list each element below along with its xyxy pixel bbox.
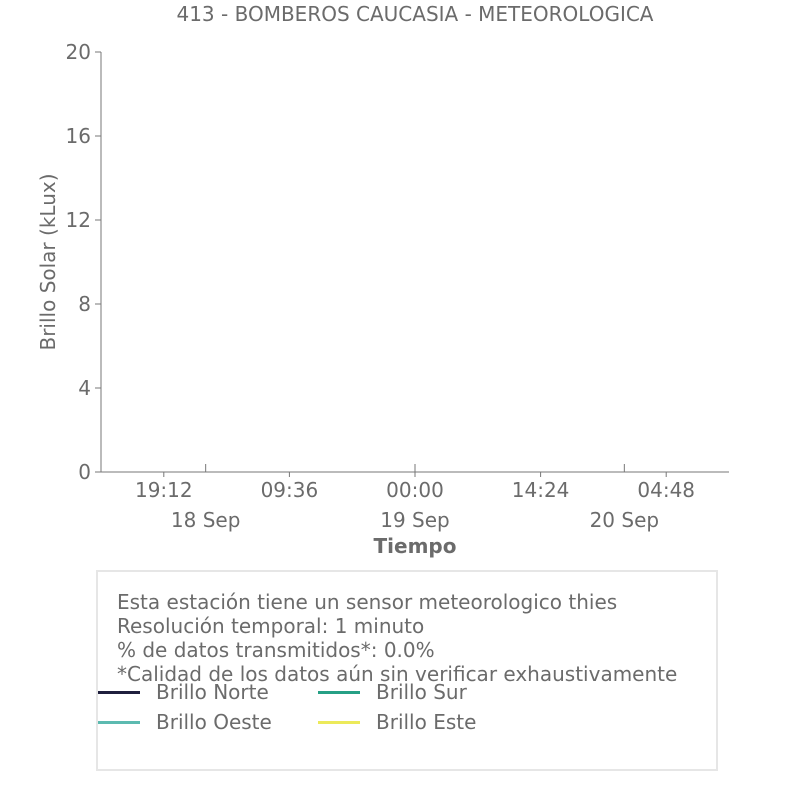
legend-swatch	[318, 721, 360, 724]
x-date-label: 19 Sep	[380, 508, 450, 532]
legend-swatch	[318, 691, 360, 694]
legend-item	[98, 710, 272, 734]
y-tick-label: 8	[78, 292, 91, 316]
y-axis-label: Brillo Solar (kLux)	[36, 173, 60, 351]
x-ticks	[135, 464, 695, 532]
x-date-label: 18 Sep	[170, 508, 241, 532]
info-quality-line: *Calidad de los datos aún sin verificar exhaustivamente	[117, 662, 678, 686]
legend-label: Brillo Norte	[156, 680, 269, 704]
legend-label: Brillo Sur	[376, 680, 467, 704]
station-info-text	[117, 590, 677, 686]
x-time-label: 04:48	[637, 478, 696, 502]
x-time-label: 14:24	[511, 478, 570, 502]
axes	[101, 52, 729, 472]
legend-item	[318, 680, 467, 704]
info-resolution-line: Resolución temporal: 1 minuto	[117, 614, 425, 638]
legend-label: Brillo Este	[376, 710, 477, 734]
x-time-label: 00:00	[386, 478, 444, 502]
x-axis-label: Tiempo	[373, 534, 457, 558]
y-tick-label: 16	[65, 124, 91, 148]
legend-swatch	[98, 691, 140, 694]
x-time-label: 19:12	[134, 478, 193, 502]
legend-item	[318, 710, 476, 734]
x-date-label: 20 Sep	[589, 508, 660, 532]
legend-label: Brillo Oeste	[156, 710, 272, 734]
y-tick-label: 0	[78, 460, 91, 484]
y-ticks	[66, 40, 101, 484]
info-transmitted-line: % de datos transmitidos*: 0.0%	[117, 638, 435, 662]
y-tick-label: 12	[65, 208, 91, 232]
chart-title: 413 - BOMBEROS CAUCASIA - METEOROLOGICA	[176, 2, 654, 26]
y-tick-label: 4	[78, 376, 91, 400]
legend-item	[98, 680, 269, 704]
y-tick-label: 20	[65, 40, 91, 64]
legend-swatch	[98, 721, 140, 724]
info-sensor-line: Esta estación tiene un sensor meteorologico thies	[117, 590, 618, 614]
station-info-box	[96, 570, 718, 771]
x-time-label: 09:36	[260, 478, 319, 502]
